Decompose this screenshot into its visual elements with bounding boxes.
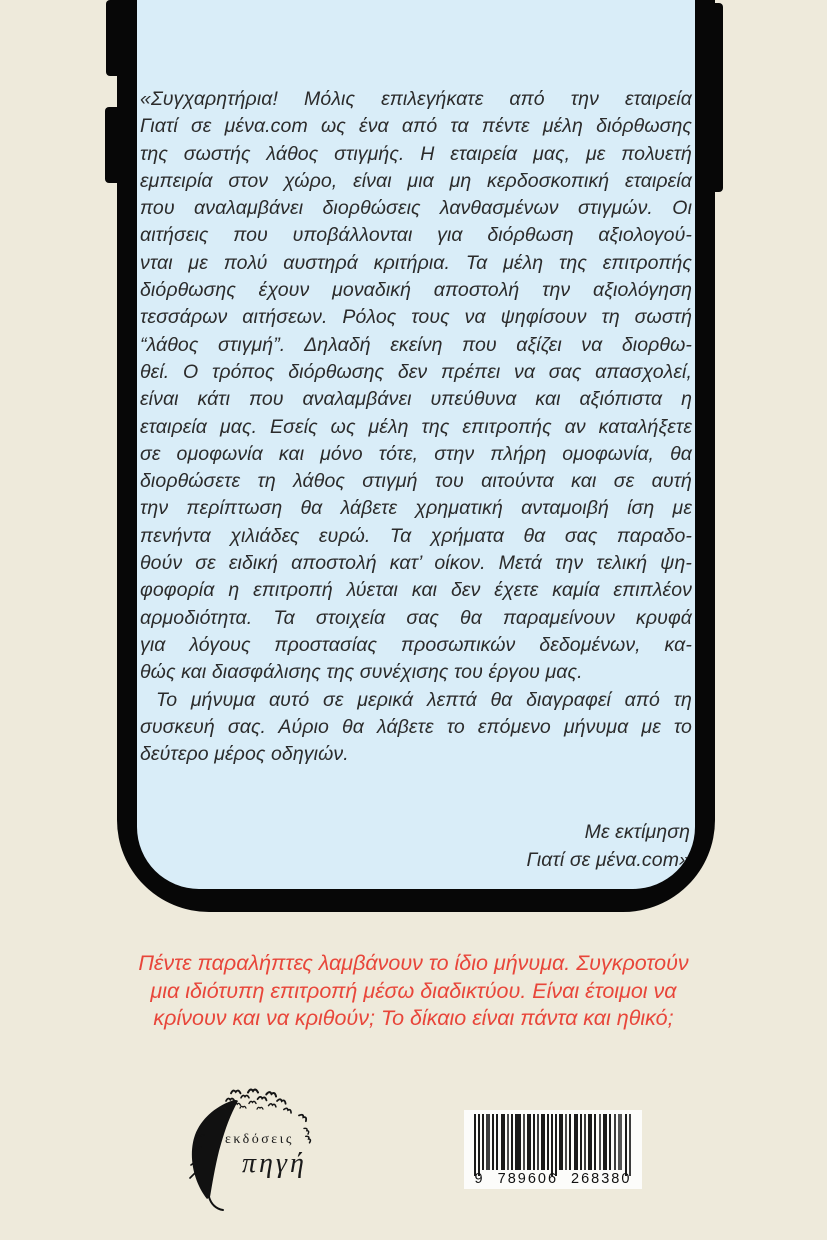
phone-screen bbox=[137, 0, 695, 889]
feather-icon bbox=[190, 1100, 238, 1210]
signature-line: Γιατί σε μένα.com» bbox=[526, 849, 690, 872]
phone-volume-button bbox=[105, 107, 120, 183]
barcode-bars bbox=[473, 1114, 633, 1176]
message-line: που αναλαμβάνει διορθώσεις λανθασμένων στιγμών. Οι bbox=[140, 197, 692, 220]
message-line: σε ομοφωνία και μόνο τότε, στην πλήρη ομοφωνία, θα bbox=[140, 442, 692, 465]
tagline-line: Πέντε παραλήπτες λαμβάνουν το ίδιο μήνυμα. Συγκροτούν bbox=[138, 951, 689, 975]
message-line: διορθώσετε τη λάθος στιγμή του αιτούντα και σε αυτή bbox=[140, 470, 692, 493]
message-line: νται με πολύ αυστηρά κριτήρια. Τα μέλη της επιτροπής bbox=[140, 251, 692, 274]
message-line: διόρθωσης έχουν μοναδική αποστολή την αξιολόγηση bbox=[140, 279, 692, 302]
message-line: την περίπτωση θα λάβετε χρηματική ανταμοιβή ίση με bbox=[140, 497, 692, 520]
message-line: τεσσάρων αιτήσεων. Ρόλος τους να ψηφίσουν τη σωστή bbox=[140, 306, 692, 329]
isbn-number: 9 789606 268380 bbox=[474, 1171, 632, 1187]
message-line: Γιατί σε μένα.com ως ένα από τα πέντε μέλη διόρθωσης bbox=[140, 115, 692, 138]
publisher-name-large: πηγή bbox=[242, 1148, 307, 1179]
barcode bbox=[464, 1110, 642, 1189]
message-line: είναι κάτι που αναλαμβάνει υπεύθυνα και αξιόπιστα η bbox=[140, 388, 692, 411]
message-line: θεί. Ο τρόπος διόρθωσης δεν πρέπει να σας απασχολεί, bbox=[140, 360, 692, 383]
message-line: πενήντα χιλιάδες ευρώ. Τα χρήματα θα σας παραδο- bbox=[140, 524, 692, 547]
message-paragraph-1 bbox=[140, 86, 692, 687]
tagline bbox=[0, 950, 827, 1033]
message-line: συσκευή σας. Αύριο θα λάβετε το επόμενο μήνυμα με το bbox=[140, 715, 692, 738]
message-line: Το μήνυμα αυτό σε μερικά λεπτά θα διαγραφεί από τη bbox=[156, 688, 692, 711]
publisher-logo bbox=[185, 1085, 337, 1217]
message-text bbox=[137, 0, 695, 874]
phone-power-button bbox=[711, 3, 723, 192]
phone-mute-switch bbox=[106, 0, 120, 76]
message-line: εμπειρία στον χώρο, είναι μια μη κερδοσκοπική εταιρεία bbox=[140, 169, 692, 192]
message-line: θούν σε ειδική αποστολή κατ’ οίκον. Μετά την τελική ψη- bbox=[140, 552, 692, 575]
message-line: για λόγους προστασίας προσωπικών δεδομένων, κα- bbox=[140, 633, 692, 656]
message-line: δεύτερο μέρος οδηγιών. bbox=[140, 743, 349, 766]
message-line: αρμοδιότητα. Τα στοιχεία σας θα παραμείνουν κρυφά bbox=[140, 606, 692, 629]
message-line: εταιρεία μας. Εσείς ως μέλη της επιτροπής αν καταλήξετε bbox=[140, 415, 692, 438]
message-line: φοφορία η επιτροπή λύεται και δεν έχετε καμία επιπλέον bbox=[140, 579, 692, 602]
tagline-line: κρίνουν και να κριθούν; Το δίκαιο είναι πάντα και ηθικό; bbox=[153, 1006, 674, 1030]
signature-line: Με εκτίμηση bbox=[584, 821, 690, 844]
message-line: θώς και διασφάλισης της συνέχισης του έργου μας. bbox=[140, 661, 583, 684]
message-line: «Συγχαρητήρια! Μόλις επιλεγήκατε από την εταιρεία bbox=[140, 88, 692, 110]
publisher-name-small: εκδόσεις bbox=[225, 1132, 294, 1147]
message-signature bbox=[140, 818, 692, 874]
message-line: αιτήσεις που υποβάλλονται για διόρθωση αξιολογού- bbox=[140, 224, 692, 247]
tagline-line: μια ιδιότυπη επιτροπή μέσω διαδικτύου. Είναι έτοιμοι να bbox=[150, 978, 677, 1003]
message-line: “λάθος στιγμή”. Δηλαδή εκείνη που αξίζει να διορθω- bbox=[140, 333, 692, 356]
message-line: της σωστής λάθος στιγμής. Η εταιρεία μας, με πολυετή bbox=[140, 142, 692, 165]
message-paragraph-2 bbox=[140, 687, 692, 769]
